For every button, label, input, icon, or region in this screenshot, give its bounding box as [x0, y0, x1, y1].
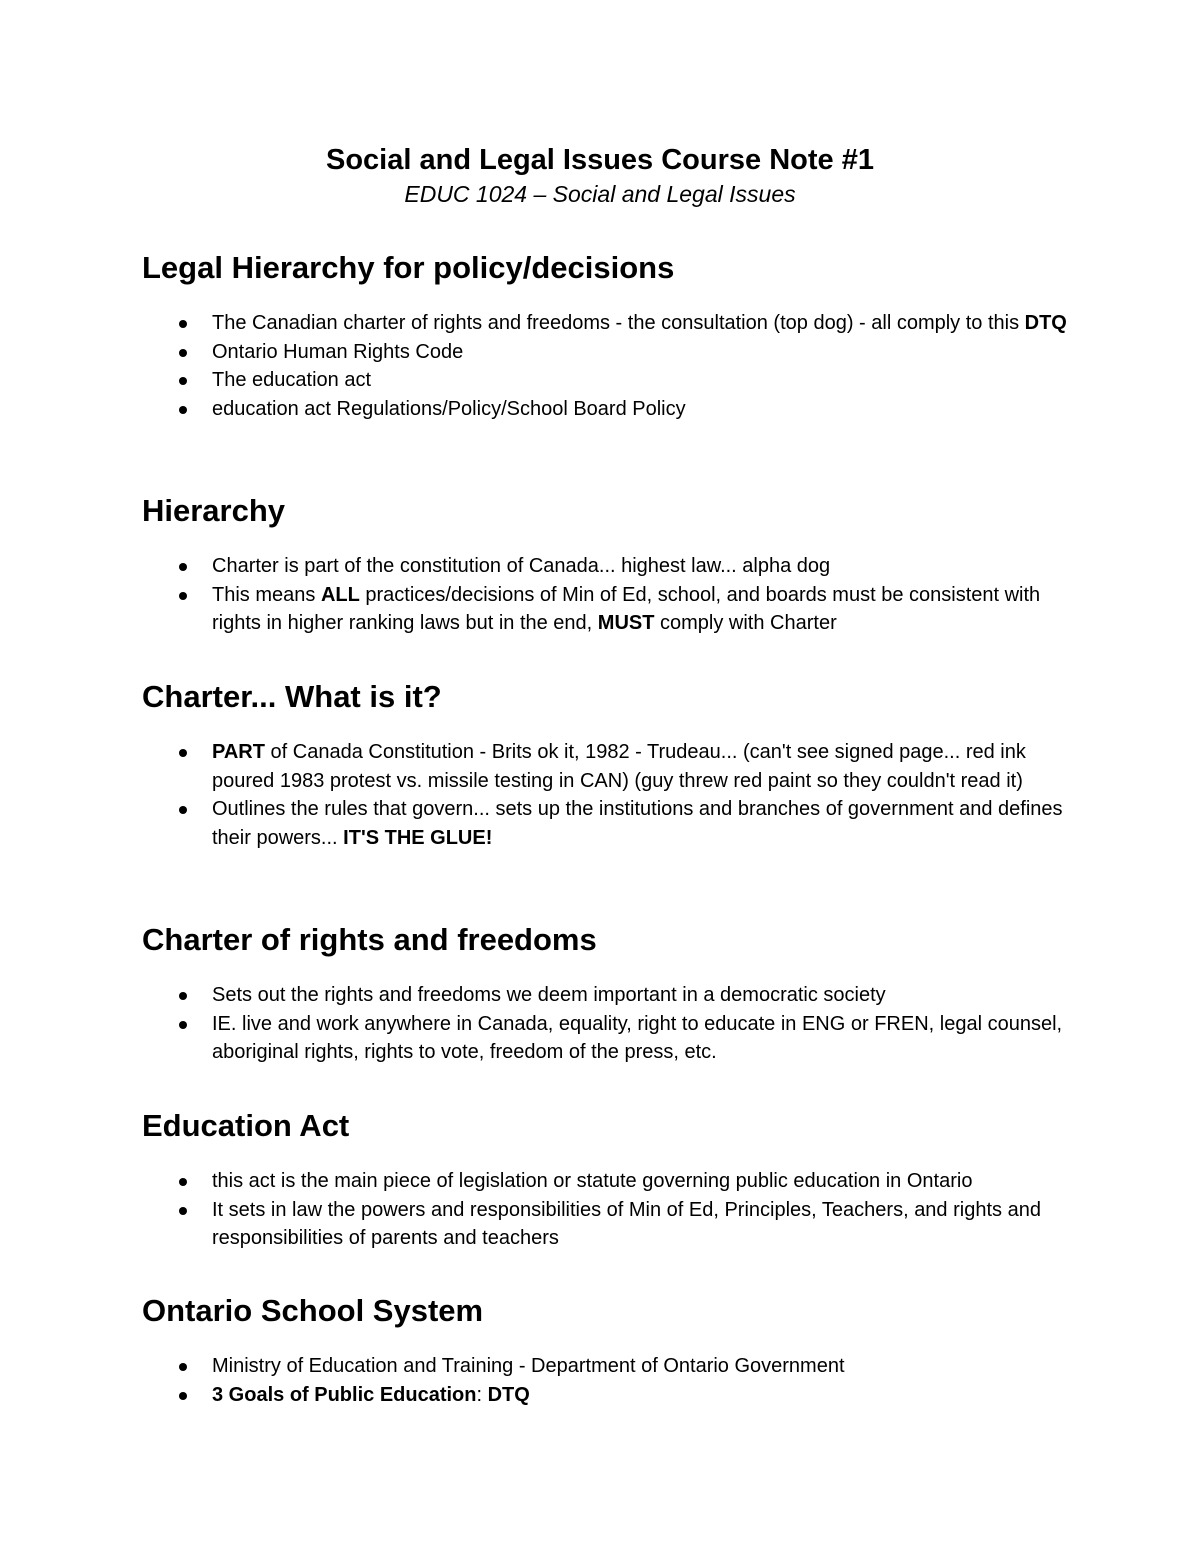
list-item: [142, 338, 1072, 367]
item-text: this act is the main piece of legislation or statute governing public education in Ontario: [212, 1170, 973, 1192]
list-item: [142, 552, 1072, 581]
section-heading: Ontario School System: [142, 1293, 484, 1328]
list-item: [142, 1167, 1072, 1196]
bullet-icon: [179, 377, 187, 385]
document-subtitle: EDUC 1024 – Social and Legal Issues: [404, 181, 796, 207]
item-text: The Canadian charter of rights and freedoms - the consultation (top dog) - all comply to this: [212, 312, 1025, 334]
bold-text: DTQ: [1024, 312, 1067, 334]
bold-text: IT'S THE GLUE!: [343, 826, 493, 849]
list-item: [142, 581, 1072, 638]
section-heading: Charter... What is it?: [142, 679, 442, 714]
bullet-icon: [179, 592, 187, 600]
bullet-list: [142, 738, 1072, 852]
list-item: [142, 795, 1072, 852]
bullet-icon: [179, 749, 187, 757]
section-hierarchy: [142, 491, 1072, 638]
item-text: It sets in law the powers and responsibilities of Min of Ed, Principles, Teachers, and rights and responsibilities of parents and teachers: [212, 1198, 1041, 1250]
item-text: Outlines the rules that govern... sets up the institutions and branches of government and defines their powers...: [212, 798, 1063, 849]
bold-text: MUST: [597, 612, 655, 635]
item-text: The education act: [212, 369, 371, 392]
bullet-icon: [179, 320, 187, 328]
item-text: Ministry of Education and Training - Department of Ontario Government: [212, 1355, 845, 1377]
section-heading: Hierarchy: [142, 493, 286, 528]
bold-text: 3 Goals of Public Education: [212, 1383, 477, 1406]
item-text: Sets out the rights and freedoms we deem important in a democratic society: [212, 984, 886, 1006]
section-charter-what: [142, 677, 1072, 852]
list-item: [142, 1196, 1072, 1253]
list-item: [142, 738, 1072, 795]
bullet-list: [142, 1167, 1072, 1253]
bullet-icon: [179, 349, 187, 357]
item-text: comply with Charter: [654, 612, 837, 635]
section-legal-hierarchy: [142, 248, 1072, 423]
bullet-icon: [179, 992, 187, 1000]
list-item: [142, 1352, 1072, 1381]
section-heading: Education Act: [142, 1108, 350, 1143]
item-text: Charter is part of the constitution of Canada... highest law... alpha dog: [212, 555, 831, 577]
list-item: [142, 395, 1072, 424]
list-item: [142, 1381, 1072, 1410]
bullet-icon: [179, 1021, 187, 1029]
item-text: Ontario Human Rights Code: [212, 340, 464, 363]
document-title: Social and Legal Issues Course Note #1: [326, 144, 874, 176]
bullet-list: [142, 309, 1072, 423]
item-text: :: [476, 1383, 488, 1406]
list-item: [142, 309, 1072, 338]
list-item: [142, 366, 1072, 395]
section-education-act: [142, 1106, 1072, 1253]
item-text: of Canada Constitution - Brits ok it, 1982 - Trudeau... (can't see signed page... red ink poured 1983 protest vs. missile testing in CAN) (guy threw red paint so they couldn't read it): [212, 741, 1026, 792]
bullet-list: [142, 552, 1072, 638]
bullet-icon: [179, 563, 187, 571]
bullet-list: [142, 981, 1072, 1067]
section-charter-rights: [142, 920, 1072, 1067]
bullet-icon: [179, 806, 187, 814]
item-text: IE. live and work anywhere in Canada, equality, right to educate in ENG or FREN, legal counsel, aboriginal rights, rights to vote, freedom of the press, etc.: [212, 1012, 1063, 1064]
section-heading: Legal Hierarchy for policy/decisions: [142, 250, 675, 285]
section-ontario-school-system: [142, 1291, 1072, 1409]
bullet-icon: [179, 1178, 187, 1186]
bullet-icon: [179, 1392, 187, 1400]
bold-text: DTQ: [487, 1383, 530, 1406]
bullet-icon: [179, 1207, 187, 1215]
section-heading: Charter of rights and freedoms: [142, 922, 597, 957]
bullet-icon: [179, 1363, 187, 1371]
bold-text: PART: [212, 741, 265, 763]
bullet-icon: [179, 406, 187, 414]
item-text: This means: [212, 583, 321, 606]
item-text: practices/decisions of Min of Ed, school, and boards must be consistent with rights in higher ranking laws but in the end,: [212, 583, 1041, 635]
bullet-list: [142, 1352, 1072, 1409]
item-text: education act Regulations/Policy/School Board Policy: [212, 397, 686, 420]
list-item: [142, 1010, 1072, 1067]
list-item: [142, 981, 1072, 1010]
bold-text: ALL: [320, 583, 360, 606]
